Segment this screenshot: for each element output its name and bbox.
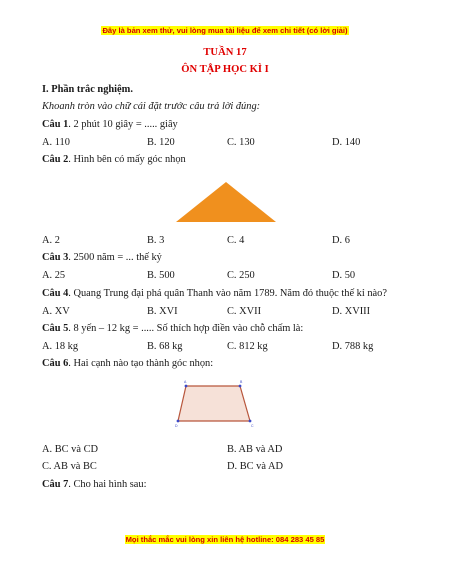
question-text: . Quang Trung đại phá quân Thanh vào năm 1789. Năm đó thuộc thế kỉ nào?	[68, 288, 387, 299]
vertex-a-point	[185, 385, 188, 388]
option-c[interactable]: C. 812 kg	[227, 341, 268, 352]
option-a[interactable]: A. 18 kg	[42, 341, 79, 352]
option-c[interactable]: C. 250	[227, 270, 255, 281]
question-label: Câu 7	[42, 479, 69, 490]
footer-notice-text: Mọi thắc mắc vui lòng xin liên hệ hotline: 084 283 45 85	[125, 535, 325, 544]
question-text: . 2 phút 10 giây = ..... giây	[68, 119, 178, 130]
option-d[interactable]: D. 6	[332, 235, 350, 246]
question-label: Câu 3	[42, 252, 69, 263]
option-c[interactable]: C. XVII	[227, 306, 262, 317]
footer-notice	[0, 536, 450, 545]
question-3-options	[42, 270, 422, 283]
vertex-a-label: A	[184, 380, 187, 384]
question-6-options-row-1	[42, 444, 422, 457]
question-2-options	[42, 235, 422, 248]
question-label: Câu 1	[42, 119, 69, 130]
week-title: TUẦN 17	[203, 47, 247, 58]
question-5-options	[42, 341, 422, 354]
question-4-options	[42, 306, 422, 319]
instruction: Khoanh tròn vào chữ cái đặt trước câu trả lời đúng:	[42, 101, 261, 112]
triangle-figure	[170, 180, 280, 224]
vertex-b-point	[239, 385, 242, 388]
vertex-d-point	[177, 420, 180, 423]
option-d[interactable]: D. XVIII	[332, 306, 371, 317]
option-b[interactable]: B. XVI	[147, 306, 178, 317]
trapezoid-shape	[178, 386, 250, 421]
question-1	[42, 119, 178, 131]
question-6-options-row-2	[42, 461, 422, 474]
option-b[interactable]: B. 3	[147, 235, 165, 246]
header-notice	[0, 27, 450, 36]
option-d[interactable]: D. BC và AD	[227, 461, 283, 472]
option-c[interactable]: C. 130	[227, 137, 255, 148]
vertex-c-point	[249, 420, 252, 423]
option-a[interactable]: A. 2	[42, 235, 60, 246]
option-d[interactable]: D. 50	[332, 270, 356, 281]
option-a[interactable]: A. 25	[42, 270, 66, 281]
question-text: . Cho hai hình sau:	[68, 479, 147, 490]
question-text: . 8 yến – 12 kg = ..... Số thích hợp điền vào chỗ chấm là:	[68, 323, 304, 334]
question-label: Câu 2	[42, 154, 69, 165]
option-c[interactable]: C. AB và BC	[42, 461, 97, 472]
question-text: . Hai cạnh nào tạo thành góc nhọn:	[68, 358, 214, 369]
question-5	[42, 323, 303, 335]
question-label: Câu 4	[42, 288, 69, 299]
vertex-b-label: B	[240, 380, 243, 384]
question-6	[42, 358, 213, 370]
question-text: . Hình bên có mấy góc nhọn	[68, 154, 186, 165]
option-c[interactable]: C. 4	[227, 235, 245, 246]
question-7	[42, 479, 147, 491]
question-3	[42, 252, 162, 264]
question-4	[42, 288, 387, 300]
option-b[interactable]: B. 68 kg	[147, 341, 183, 352]
section-title: I. Phần trắc nghiệm.	[42, 84, 133, 95]
header-notice-text: Đây là bản xem thử, vui lòng mua tài liệu để xem chi tiết (có lời giải)	[102, 26, 348, 35]
vertex-d-label: D	[175, 424, 178, 428]
option-b[interactable]: B. 500	[147, 270, 175, 281]
question-2	[42, 154, 186, 166]
vertex-c-label: C	[251, 424, 254, 428]
question-1-options	[42, 137, 422, 150]
option-d[interactable]: D. 788 kg	[332, 341, 374, 352]
option-d[interactable]: D. 140	[332, 137, 361, 148]
question-label: Câu 5	[42, 323, 69, 334]
question-text: . 2500 năm = ... thế kỷ	[68, 252, 162, 263]
option-a[interactable]: A. BC và CD	[42, 444, 98, 455]
subtitle: ÔN TẬP HỌC KÌ I	[181, 64, 269, 75]
option-b[interactable]: B. AB và AD	[227, 444, 283, 455]
triangle-shape	[176, 182, 276, 222]
option-b[interactable]: B. 120	[147, 137, 175, 148]
option-a[interactable]: A. XV	[42, 306, 70, 317]
question-label: Câu 6	[42, 358, 69, 369]
trapezoid-figure	[170, 378, 260, 432]
option-a[interactable]: A. 110	[42, 137, 70, 148]
